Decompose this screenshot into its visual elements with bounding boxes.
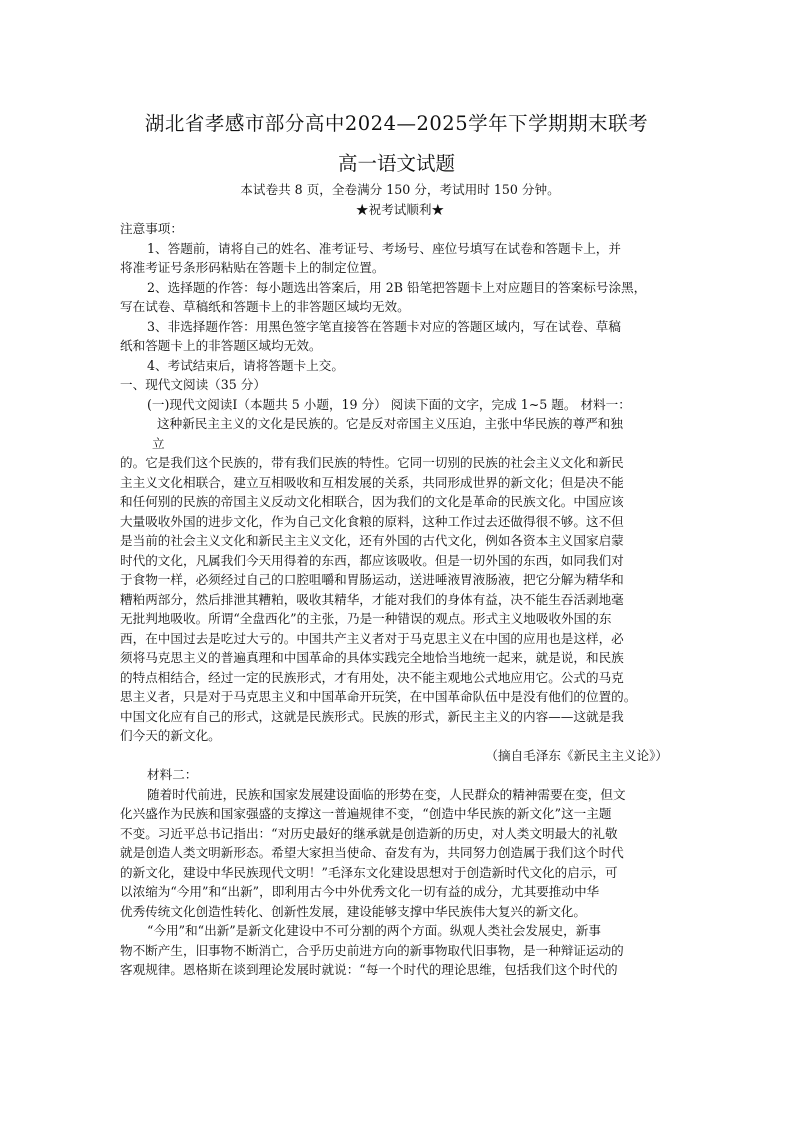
material1-line: 大量吸收外国的进步文化，作为自己文化食粮的原料，这种工作过去还做得很不够。这不但 bbox=[120, 513, 624, 529]
material1-wrap-char: 立 bbox=[152, 435, 165, 451]
exam-body bbox=[120, 180, 680, 980]
blessing-line: ★祝考试顺利★ bbox=[355, 201, 445, 217]
material1-line: 们今天的新文化。 bbox=[120, 728, 221, 743]
material2-line: 客观规律。恩格斯在谈到理论发展时就说：“每一个时代的理论思维，包括我们这个时代的 bbox=[120, 962, 618, 977]
note-line: 2、选择题的作答：每小题选出答案后，用 2B 铅笔把答题卡上对应题目的答案标号涂黑， bbox=[147, 279, 647, 295]
material2-line: 化兴盛作为民族和国家强盛的支撑这一普遍规律不变，“创造中华民族的新文化”这一主题 bbox=[120, 806, 612, 821]
material1-first-line: 这种新民主主义的文化是民族的。它是反对帝国主义压迫，主张中华民族的尊严和独 bbox=[157, 416, 623, 431]
material2-line: 以浓缩为“今用”和“出新”，即利用古今中外优秀文化一切有益的成分，尤其要推动中华 bbox=[120, 884, 600, 899]
material1-line: 于食物一样，必须经过自己的口腔咀嚼和胃肠运动，送进唾液胃液肠液，把它分解为精华和 bbox=[120, 572, 624, 587]
note-line: 4、考试结束后，请将答题卡上交。 bbox=[147, 357, 344, 373]
note-line: 将准考证号条形码粘贴在答题卡上的制定位置。 bbox=[120, 260, 385, 275]
note-line: 纸和答题卡上的非答题区域均无效。 bbox=[120, 338, 322, 353]
notes-heading: 注意事项： bbox=[120, 221, 183, 236]
page-subtitle: 高一语文试题 bbox=[337, 152, 455, 175]
material1-line: 是当前的社会主义文化和新民主主义文化，还有外国的古代文化，例如各资本主义国家启蒙 bbox=[120, 533, 624, 548]
material2-line: 物不断产生，旧事物不断消亡，合乎历史前进方向的新事物取代旧事物，是一种辩证运动的 bbox=[120, 942, 624, 958]
part-heading: (一)现代文阅读Ⅰ（本题共 5 小题，19 分） 阅读下面的文字，完成 1~5 题。 材料一： bbox=[147, 396, 631, 412]
material1-line: 的特点相结合，经过一定的民族形式，才有用处，决不能主观地公式地应用它。公式的马克 bbox=[120, 669, 624, 685]
note-line: 1、答题前，请将自己的姓名、准考证号、考场号、座位号填写在试卷和答题卡上，并 bbox=[147, 240, 621, 256]
material1-line: 时代的文化，凡属我们今天用得着的东西，都应该吸收。但是一切外国的东西，如同我们对 bbox=[120, 552, 624, 568]
note-line: 写在试卷、草稿纸和答题卡上的非答题区域均无效。 bbox=[120, 299, 410, 314]
material1-line: 和任何别的民族的帝国主义反动文化相联合，因为我们的文化是革命的民族文化。中国应该 bbox=[120, 494, 624, 509]
material2-line: “今用”和“出新”是新文化建设中不可分割的两个方面。纵观人类社会发展史，新事 bbox=[147, 923, 601, 938]
material1-source: （摘自毛泽东《新民主主义论》） bbox=[485, 747, 668, 763]
material1-line: 中国文化应有自己的形式，这就是民族形式。民族的形式，新民主主义的内容——这就是我 bbox=[120, 708, 624, 724]
section-heading: 一、现代文阅读（35 分） bbox=[120, 377, 266, 392]
exam-info: 本试卷共 8 页，全卷满分 150 分，考试用时 150 分钟。 bbox=[240, 182, 560, 197]
material2-label: 材料二： bbox=[147, 767, 198, 782]
material2-line: 随着时代前进，民族和国家发展建设面临的形势在变，人民群众的精神需要在变，但文 bbox=[147, 786, 626, 802]
material2-line: 优秀传统文化创造性转化、创新性发展，建设能够支撑中华民族伟大复兴的新文化。 bbox=[120, 903, 586, 919]
material1-line: 无批判地吸收。所谓“全盘西化”的主张，乃是一种错误的观点。形式主义地吸收外国的东 bbox=[120, 611, 612, 626]
material1-line: 思主义者，只是对于马克思主义和中国革命开玩笑，在中国革命队伍中是没有他们的位置的。 bbox=[120, 689, 637, 704]
page-title: 湖北省孝感市部分高中2024—2025学年下学期期末联考 bbox=[144, 112, 649, 135]
material1-line: 的。它是我们这个民族的，带有我们民族的特性。它同一切别的民族的社会主义文化和新民 bbox=[120, 455, 624, 470]
material1-line: 西，在中国过去是吃过大亏的。中国共产主义者对于马克思主义在中国的应用也是这样，必 bbox=[120, 630, 624, 646]
material2-line: 就是创造人类文明新形态。希望大家担当使命、奋发有为，共同努力创造属于我们这个时代 bbox=[120, 845, 624, 860]
material1-line: 主主义文化相联合，建立互相吸收和互相发展的关系，共同形成世界的新文化；但是决不能 bbox=[120, 474, 624, 490]
material1-line: 糟粕两部分，然后排泄其糟粕，吸收其精华，才能对我们的身体有益，决不能生吞活剥地毫 bbox=[120, 591, 624, 607]
material2-line: 不变。习近平总书记指出：“对历史最好的继承就是创造新的历史，对人类文明最大的礼敬 bbox=[120, 825, 618, 841]
material2-line: 的新文化，建设中华民族现代文明！”毛泽东文化建设思想对于创造新时代文化的启示，可 bbox=[120, 864, 618, 880]
material1-line: 须将马克思主义的普遍真理和中国革命的具体实践完全地恰当地统一起来，就是说，和民族 bbox=[120, 650, 624, 665]
note-line: 3、非选择题作答：用黑色签字笔直接答在答题卡对应的答题区域内，写在试卷、草稿 bbox=[147, 318, 621, 334]
